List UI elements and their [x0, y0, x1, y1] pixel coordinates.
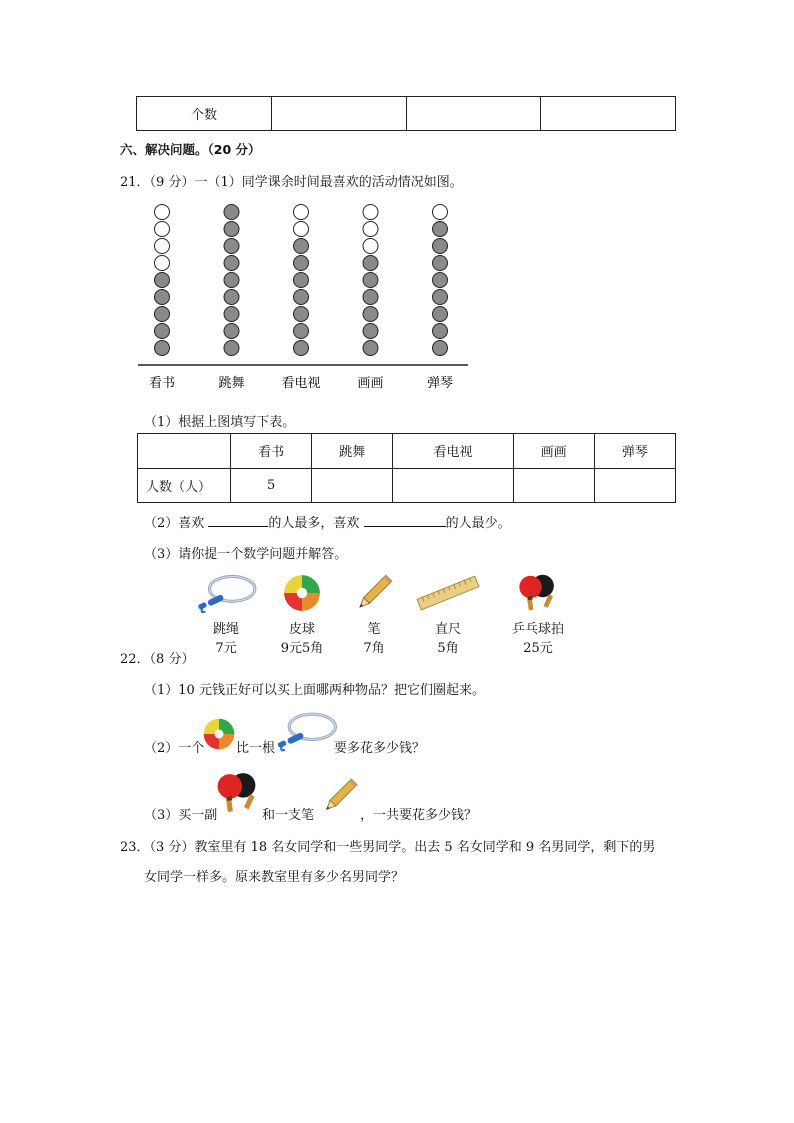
filled-circle-mark [224, 205, 239, 220]
ruler-icon [415, 572, 481, 614]
items-row [188, 572, 588, 662]
filled-circle-mark [363, 341, 378, 356]
category-label: 看电视 [281, 376, 321, 391]
q22-sub2-b: 比一根 [236, 741, 276, 756]
item-ping-pong [488, 572, 588, 656]
q21-table-cell[interactable]: 5 [231, 468, 312, 503]
section-title: 六、解决问题。（20 分） [120, 142, 261, 157]
q21-table-header [138, 434, 231, 469]
filled-circle-mark [433, 307, 448, 322]
top-table-cell [272, 97, 407, 131]
filled-circle-mark [224, 324, 239, 339]
item-name: 笔 [367, 622, 381, 637]
q21-sub2 [144, 512, 511, 531]
item-name: 皮球 [288, 622, 315, 637]
filled-circle-mark [224, 341, 239, 356]
jump-rope-icon [274, 710, 338, 752]
filled-circle-mark [363, 324, 378, 339]
answer-blank[interactable] [208, 514, 268, 527]
q21-sub1: （1）根据上图填写下表。 [144, 415, 296, 430]
filled-circle-mark [294, 256, 309, 271]
filled-circle-mark [433, 290, 448, 305]
item-name: 跳绳 [212, 622, 239, 637]
q21-table-cell[interactable] [393, 468, 513, 503]
q21-table-header: 弹琴 [594, 434, 675, 469]
answer-blank[interactable] [364, 514, 446, 527]
q22-sub1: （1）10 元钱正好可以买上面哪两种物品？把它们圈起来。 [144, 683, 485, 698]
filled-circle-mark [433, 324, 448, 339]
item-name: 乒乓球拍 [511, 622, 564, 637]
empty-circle-mark [363, 222, 378, 237]
empty-circle-mark [155, 205, 170, 220]
filled-circle-mark [155, 290, 170, 305]
item-jump-rope [188, 572, 264, 656]
item-price: 7角 [363, 641, 385, 656]
top-table-label: 个数 [137, 97, 272, 131]
filled-circle-mark [294, 239, 309, 254]
filled-circle-mark [363, 256, 378, 271]
empty-circle-mark [155, 222, 170, 237]
category-label: 跳舞 [218, 376, 245, 391]
filled-circle-mark [433, 341, 448, 356]
filled-circle-mark [224, 256, 239, 271]
q22-sub2-c: 要多花多少钱？ [334, 741, 426, 756]
empty-circle-mark [155, 239, 170, 254]
item-ball [264, 572, 340, 656]
ball-icon [201, 716, 237, 752]
filled-circle-mark [224, 290, 239, 305]
jump-rope-icon [195, 572, 257, 614]
q22-sub2-a: （2）一个 [144, 741, 205, 756]
empty-circle-mark [433, 205, 448, 220]
filled-circle-mark [363, 307, 378, 322]
item-price: 7元 [215, 641, 237, 656]
item-price: 5角 [437, 641, 459, 656]
item-ruler [410, 572, 486, 656]
filled-circle-mark [294, 290, 309, 305]
q21-table-row-label: 人数（人） [138, 468, 231, 503]
empty-circle-mark [294, 205, 309, 220]
filled-circle-mark [224, 222, 239, 237]
item-name: 直尺 [434, 622, 461, 637]
filled-circle-mark [294, 307, 309, 322]
q21-sub3: （3）请你提一个数学问题并解答。 [144, 547, 348, 562]
q21-table-cell[interactable] [513, 468, 594, 503]
filled-circle-mark [363, 273, 378, 288]
q21-stem: 21．（9 分）一（1）同学课余时间最喜欢的活动情况如图。 [120, 175, 463, 190]
top-table-cell [406, 97, 541, 131]
pencil-icon [320, 776, 360, 816]
q21-table-header: 看书 [231, 434, 312, 469]
q21-table-header: 画画 [513, 434, 594, 469]
filled-circle-mark [224, 273, 239, 288]
ball-icon [281, 572, 323, 614]
item-price: 25元 [523, 641, 553, 656]
filled-circle-mark [294, 273, 309, 288]
empty-circle-mark [363, 239, 378, 254]
filled-circle-mark [224, 307, 239, 322]
category-label: 画画 [357, 376, 384, 391]
empty-circle-mark [155, 256, 170, 271]
q21-table-header: 看电视 [393, 434, 513, 469]
q21-sub2-text: 的人最多，喜欢 [268, 516, 360, 531]
filled-circle-mark [155, 273, 170, 288]
filled-circle-mark [155, 307, 170, 322]
pencil-icon [353, 572, 395, 614]
filled-circle-mark [433, 256, 448, 271]
filled-circle-mark [224, 239, 239, 254]
q23-line1: 23．（3 分）教室里有 18 名女同学和一些男同学。出去 5 名女同学和 9 名男同学，剩下的男 [120, 840, 656, 855]
filled-circle-mark [155, 341, 170, 356]
q21-sub2-text: （2）喜欢 [144, 516, 205, 531]
q22-sub3-b: 和一支笔 [262, 808, 315, 823]
filled-circle-mark [294, 324, 309, 339]
q22-stem: 22．（8 分） [120, 652, 195, 667]
filled-circle-mark [433, 273, 448, 288]
filled-circle-mark [433, 222, 448, 237]
category-label: 看书 [148, 376, 176, 391]
item-pencil [336, 572, 412, 656]
top-table-cell [541, 97, 676, 131]
q21-table-cell[interactable] [312, 468, 393, 503]
filled-circle-mark [433, 239, 448, 254]
top-table [136, 96, 676, 131]
q21-sub2-text: 的人最少。 [445, 516, 511, 531]
ping-pong-paddles-icon [513, 572, 563, 614]
q23-line2: 女同学一样多。原来教室里有多少名男同学？ [144, 870, 405, 885]
q21-table-header: 跳舞 [312, 434, 393, 469]
q21-pictograph [130, 200, 480, 400]
category-label: 弹琴 [426, 376, 454, 391]
empty-circle-mark [294, 222, 309, 237]
q22-sub3-c: ，一共要花多少钱？ [360, 808, 478, 823]
ping-pong-paddles-icon [212, 770, 264, 816]
item-price: 9元5角 [280, 641, 324, 656]
q21-table [137, 433, 676, 503]
filled-circle-mark [294, 341, 309, 356]
filled-circle-mark [363, 290, 378, 305]
q21-table-cell[interactable] [594, 468, 675, 503]
q22-sub3-a: （3）买一副 [144, 808, 218, 823]
empty-circle-mark [363, 205, 378, 220]
filled-circle-mark [155, 324, 170, 339]
